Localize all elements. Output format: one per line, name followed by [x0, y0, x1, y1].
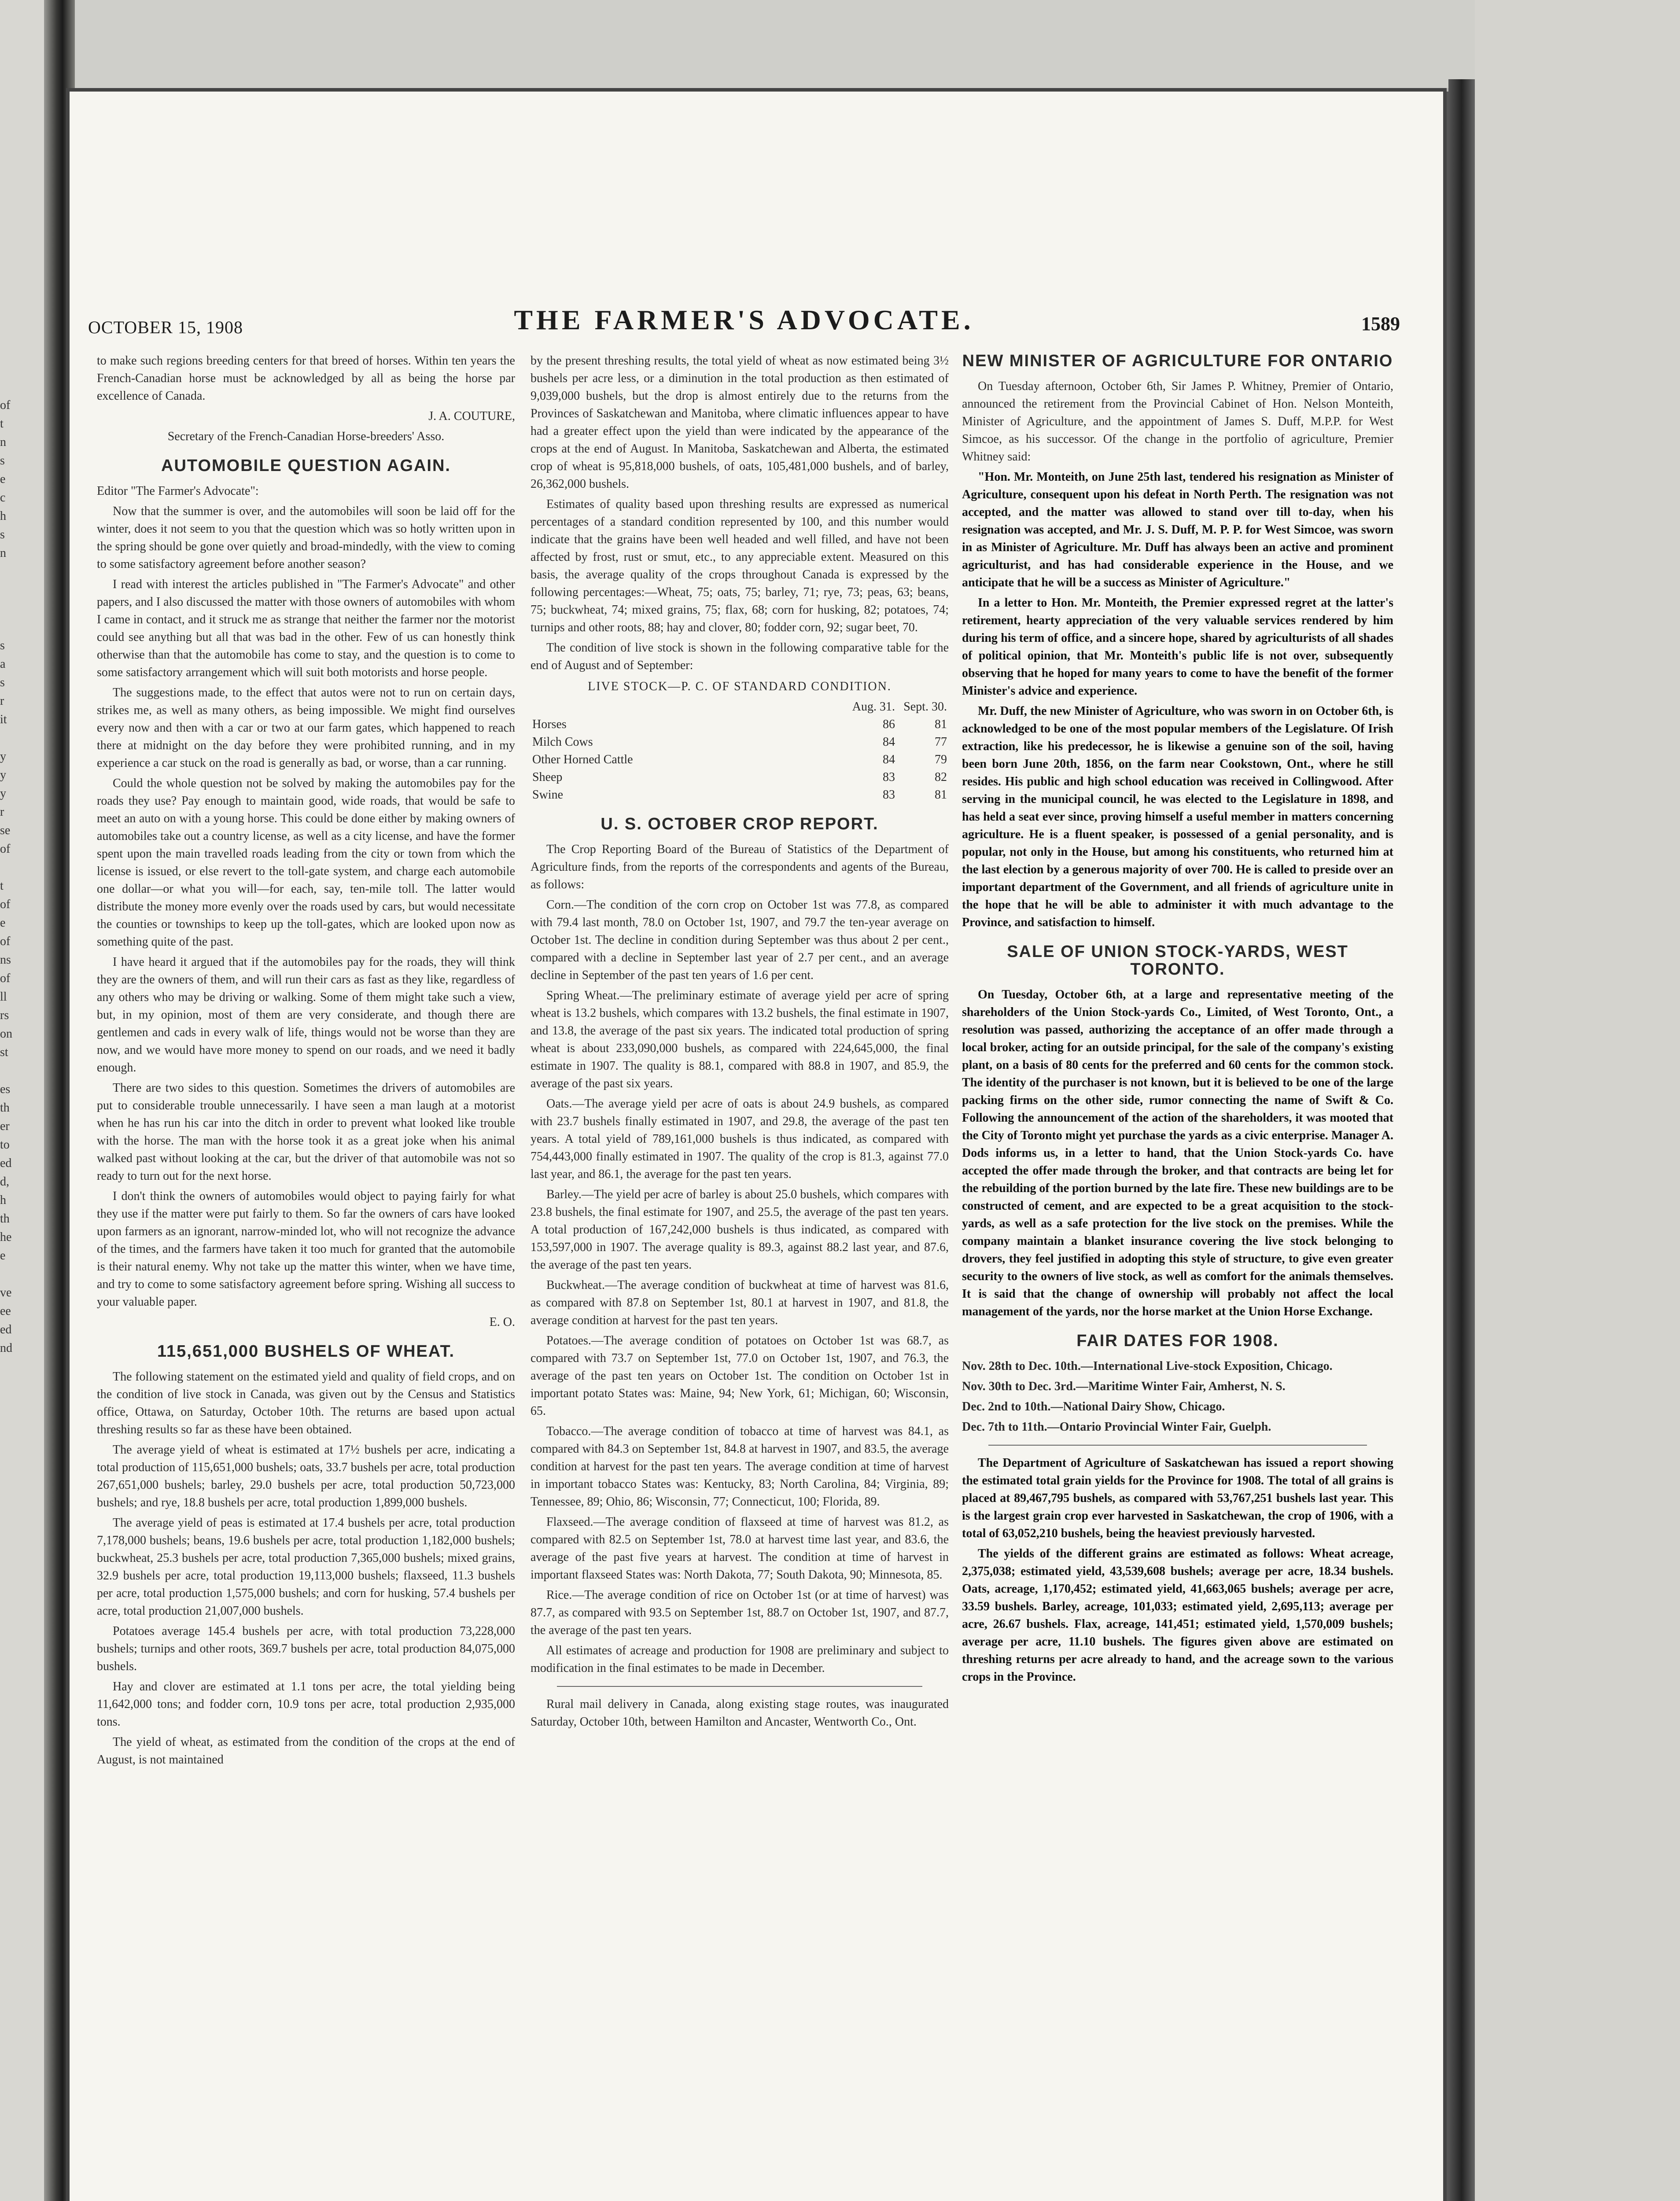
fragment-line: nd [0, 1341, 12, 1355]
paragraph: On Tuesday afternoon, October 6th, Sir James P. Whitney, Premier of Ontario, announced the retirement from the Provincial Cabinet of Hon. Nelson Monteith, Minister of Agriculture, and the appointment of James S. Duff, M.P.P. for West Simcoe, as his successor. Of the change in the portfolio of agriculture, Premier Whitney said: [962, 379, 1393, 464]
fragment-line [0, 729, 42, 747]
fragment-line: r [0, 805, 4, 819]
column-1 [97, 352, 515, 1771]
fragment-line: ns [0, 953, 11, 967]
paragraph: I have heard it argued that if the automobiles pay for the roads, they will think they are the owners of them, and will run their cars as fast as they like, regardless of any others who may be driving or walking. Some of them might take such a view, but, in my opinion, most of them are very considerate, and though there are gentlemen and cads in every walk of life, things would not be worse than they are now, and we would have more money to spend on our roads, and we need it badly enough. [97, 955, 515, 1075]
paragraph: Could the whole question not be solved by making the automobiles pay for the roads they use? Pay enough to maintain good, wide roads, that would be safe to meet an auto on with a young horse. This could be done either by making owners of automobiles take out a country license, as well as a city license, and have the former spent upon the main travelled roads leading from the city or town from which the license is issued, or else revert to the toll-gate system, and charge each automobile one dollar—or what you will—for each, say, ten-mile toll. The latter would distribute the money more evenly over the roads used by cars, but would necessitate the counties or townships to keep up the toll-gates, which are looked upon now as something quite of the past. [97, 777, 515, 949]
table-row [531, 733, 949, 751]
fragment-line: h [0, 509, 6, 523]
fragment-line: it [0, 713, 7, 726]
paragraph: Oats.—The average yield per acre of oats is about 24.9 bushels, as compared with 23.7 bushels finally estimated in 1907, and 29.8, the average of the past ten years. A total yield of 789,161,000 bushels is thus indicated, as compared with 754,443,000 finally estimated in 1907. The quality of the crop is 81.3, against 77.0 last year, and 86.1, the average for the past ten years. [531, 1097, 949, 1181]
paragraph: Estimates of quality based upon threshing results are expressed as numerical percentages of a standard condition represented by 100, and this number would indicate that the grains have been well headed and well filled, and have not been affected by frost, rust or smut, etc., to any appreciable extent. Measured on this basis, the average quality of the crops throughout Canada is expressed by the following percentages:—Wheat, 75; oats, 75; barley, 71; rye, 73; peas, 63; beans, 75; buckwheat, 74; mixed grains, 75; flax, 68; corn for husking, 82; potatoes, 74; turnips and other roots, 88; hay and clover, 80; fodder corn, 92; sugar beet, 70. [531, 497, 949, 634]
table-cell: 81 [935, 788, 947, 802]
masthead-title: THE FARMER'S ADVOCATE. [514, 304, 974, 335]
table-cell: Milch Cows [532, 735, 593, 749]
table-cell: 77 [935, 735, 947, 749]
list-item: Dec. 7th to 11th.—Ontario Provincial Winter Fair, Guelph. [962, 1420, 1271, 1434]
paragraph: All estimates of acreage and production for 1908 are preliminary and subject to modification in the final estimates to be made in December. [531, 1644, 949, 1675]
paragraph: The suggestions made, to the effect that autos were not to run on certain days, strikes me, as well as many others, as being impossible. We might find ourselves every now and then with a car or two at our farm gates, which happened to reach there at midnight on the day before they were prohibited running, and in my experience a car stuck on the road is generally as bad, or worse, than a car running. [97, 686, 515, 770]
column-2 [531, 352, 949, 1734]
paragraph: to make such regions breeding centers for that breed of horses. Within ten years the French-Canadian horse must be acknowledged by all as being the horse par excellence of Canada. [97, 354, 515, 403]
fragment-line: st [0, 1045, 8, 1059]
fragment-line: of [0, 972, 11, 985]
fragment-line [0, 1265, 42, 1284]
paragraph: There are two sides to this question. Sometimes the drivers of automobiles are put to considerable trouble unnecessarily. I have seen a man laugh at a motorist when he has run his car into the ditch in order to prevent what looked like trouble with the horse. The man with the horse took it as a great joke when his animal walked past without looking at the car, but the driver of that automobile was not so ready to turn out for the next horse. [97, 1081, 515, 1183]
fragment-line: of [0, 398, 11, 412]
fragment-line: th [0, 1212, 10, 1226]
table-cell: 82 [935, 770, 947, 784]
table-row [531, 751, 949, 769]
fragment-line: e [0, 472, 6, 486]
table-row [531, 786, 949, 804]
paragraph: The average yield of wheat is estimated at 17½ bushels per acre, indicating a total production of 115,651,000 bushels; oats, 33.7 bushels per acre, total production 267,651,000 bushels; barley, 29.0 bushels per acre, total production 50,723,000 bushels; and rye, 18.8 bushels per acre, total production 1,899,000 bushels. [97, 1443, 515, 1509]
fragment-line: t [0, 417, 4, 431]
paragraph: The average yield of peas is estimated at 17.4 bushels per acre, total production 7,178,000 bushels; beans, 19.6 bushels per acre, total production 1,182,000 bushels; buckwheat, 25.3 bushels per acre, total production 7,365,000 bushels; mixed grains, 32.9 bushels per acre, total production 19,113,000 bushels; flaxseed, 11.3 bushels per acre, total production 1,575,000 bushels; and corn for husking, 57.4 bushels per acre, total production 21,007,000 bushels. [97, 1516, 515, 1618]
fragment-line: e [0, 1249, 6, 1262]
divider [557, 1686, 922, 1687]
scan-background-top [0, 0, 1680, 88]
fragment-line: ee [0, 1304, 11, 1318]
paragraph: Flaxseed.—The average condition of flaxseed at time of harvest was 81.2, as compared with 82.5 on September 1st, 78.0 at harvest time last year, and 83.6, the average of the past five years at harvest. The condition at time of harvest in important flaxseed States was: North Dakota, 77; South Dakota, 90; Minnesota, 85. [531, 1515, 949, 1582]
fragment-line: he [0, 1230, 12, 1244]
fragment-line: es [0, 1082, 11, 1096]
article-heading-automobile: AUTOMOBILE QUESTION AGAIN. [161, 456, 451, 475]
fragment-line: se [0, 824, 11, 837]
fragment-line: ed [0, 1156, 12, 1170]
intro-article [97, 352, 515, 445]
signature: J. A. COUTURE, [428, 409, 515, 423]
column-3 [962, 352, 1393, 1689]
table-cell: 86 [883, 718, 895, 731]
table-header-row [531, 698, 949, 716]
fragment-line: er [0, 1119, 10, 1133]
article-heading-stockyards: SALE OF UNION STOCK-YARDS, WEST TORONTO. [1007, 942, 1348, 979]
fragment-line: n [0, 435, 6, 449]
fragment-line: a [0, 657, 6, 671]
fragment-line [0, 563, 42, 581]
fragment-line: s [0, 639, 5, 652]
paragraph: The Crop Reporting Board of the Bureau of Statistics of the Department of Agriculture finds, from the reports of the correspondents and agents of the Bureau, as follows: [531, 843, 949, 891]
page-edge-shadow [1448, 79, 1475, 2201]
paragraph: Barley.—The yield per acre of barley is about 25.0 bushels, which compares with 23.8 bushels, the final estimate for 1907, and 25.5, the average of the past ten years. A total production of 167,242,000 bushels is thus indicated, as compared with 153,597,000 in 1907. The average quality is 89.3, against 88.2 last year, and 87.6, the average of the past ten years. [531, 1188, 949, 1272]
signature-title: Secretary of the French-Canadian Horse-breeders' Asso. [167, 430, 445, 443]
article-heading-wheat: 115,651,000 BUSHELS OF WHEAT. [157, 1342, 455, 1361]
table-header-cell: Aug. 31. [852, 700, 895, 714]
salutation: Editor "The Farmer's Advocate": [97, 484, 259, 498]
paragraph: Buckwheat.—The average condition of buckwheat at time of harvest was 81.6, as compared with 87.8 on September 1st, 80.1 at harvest in 1907, and 81.8, the average condition at harvest for the past ten years. [531, 1278, 949, 1327]
fragment-line [0, 618, 42, 637]
article-heading-minister: NEW MINISTER OF AGRICULTURE FOR ONTARIO [962, 352, 1393, 370]
table-cell: Swine [532, 788, 563, 802]
fragment-line: s [0, 676, 5, 689]
paragraph: I read with interest the articles published in "The Farmer's Advocate" and other papers, and I also discussed the matter with those owners of automobiles with whom I came in contact, and it struck me as strange that neither the farmer nor the motorist could see anything but all that was bad in the other. Few of us can honestly think otherwise than that the automobile has come to stay, and the question is to come to some satisfactory arrangement which will suit both motorists and horse people. [97, 578, 515, 679]
article-heading-fair-dates: FAIR DATES FOR 1908. [1076, 1332, 1279, 1350]
list-item: Nov. 30th to Dec. 3rd.—Maritime Winter Fair, Amherst, N. S. [962, 1380, 1286, 1393]
fragment-line: c [0, 491, 6, 504]
article-heading-us-crop: U. S. OCTOBER CROP REPORT. [601, 815, 879, 833]
page-header [88, 299, 1400, 348]
fragment-line: ed [0, 1323, 12, 1336]
paragraph: Potatoes average 145.4 bushels per acre, with total production 73,228,000 bushels; turnips and other roots, 369.7 bushels per acre, total production 84,075,000 bushels. [97, 1624, 515, 1673]
table-cell: Sheep [532, 770, 563, 784]
fragment-line [0, 600, 42, 618]
livestock-table-title: LIVE STOCK—P. C. OF STANDARD CONDITION. [588, 680, 892, 693]
paragraph: The condition of live stock is shown in the following comparative table for the end of August and of September: [531, 641, 949, 672]
table-header-cell [531, 698, 845, 716]
issue-date: OCTOBER 15, 1908 [88, 317, 243, 337]
table-cell: 81 [935, 718, 947, 731]
fragment-line: y [0, 750, 6, 763]
page-number: 1589 [1361, 313, 1400, 335]
table-cell: 79 [935, 753, 947, 766]
fragment-line: th [0, 1101, 10, 1115]
paragraph: I don't think the owners of automobiles would object to paying fairly for what they use if the matter were put fairly to them. So far the owners of cars have looked upon farmers as an ignorant, narrow-minded lot, who will not recognize the advance of the times, and the farmers have taken it too much for granted that the automobile is their natural enemy. Why not take up the matter this winter, when we have time, and try to come to some satisfactory agreement before spring. Wishing all success to your valuable paper. [97, 1189, 515, 1309]
fragment-line: e [0, 916, 6, 930]
fragment-line: s [0, 454, 5, 467]
fragment-line: on [0, 1027, 12, 1041]
fragment-line [0, 858, 42, 877]
fragment-line: ll [0, 990, 7, 1004]
fragment-line: rs [0, 1008, 9, 1022]
paragraph: Spring Wheat.—The preliminary estimate of average yield per acre of spring wheat is 13.2 bushels, which compares with 13.2 bushels, the final estimate in 1907, and 13.8, the average of the past six years. The indicated total production of spring wheat is about 233,090,000 bushels, as compared with 224,645,000, the final estimate in 1907. The quality is 88.1, compared with 88.8 in 1907, and 85.9, the average of the past six years. [531, 989, 949, 1090]
fragment-line: n [0, 546, 6, 560]
list-item: Dec. 2nd to 10th.—National Dairy Show, Chicago. [962, 1400, 1225, 1413]
fragment-line: to [0, 1138, 10, 1152]
previous-page-fragment [0, 396, 42, 1805]
livestock-table [531, 698, 949, 804]
fragment-line [0, 1062, 42, 1080]
paragraph: Hay and clover are estimated at 1.1 tons per acre, the total yielding being 11,642,000 tons; and fodder corn, 10.9 tons per acre, total production 2,935,000 tons. [97, 1680, 515, 1729]
fragment-line: t [0, 879, 4, 893]
fragment-line: y [0, 787, 6, 800]
fair-dates-list [962, 1358, 1393, 1436]
paragraph: "Hon. Mr. Monteith, on June 25th last, tendered his resignation as Minister of Agriculture, consequent upon his defeat in North Perth. The resignation was not accepted, and the matter was allowed to stand over till to-day, when his resignation was accepted, and Mr. J. S. Duff, M. P. P. for West Simcoe, was sworn in as Minister of Agriculture. Mr. Duff has always been an active and prominent agriculturist, and has had considerable experience in the House, and we anticipate that he will be a success as Minister of Agriculture." [962, 470, 1393, 589]
table-header-cell: Sept. 30. [903, 700, 947, 714]
fragment-line: of [0, 842, 11, 856]
table-cell: Other Horned Cattle [532, 753, 633, 766]
paragraph: The Department of Agriculture of Saskatchewan has issued a report showing the estimated total grain yields for the Province for 1908. The total of all grains is placed at 89,467,795 bushels, as compared with 53,767,251 bushels last year. This is the largest grain crop ever harvested in Saskatchewan, the crop of 1906, with a total of 63,052,210 bushels, being the heaviest previously harvested. [962, 1456, 1393, 1540]
table-cell: 83 [883, 770, 895, 784]
fragment-line: s [0, 528, 5, 541]
paragraph: The following statement on the estimated yield and quality of field crops, and on the condition of live stock in Canada, was given out by the Census and Statistics office, Ottawa, on Saturday, October 10th. The returns are based upon actual threshing results so far as these have been obtained. [97, 1370, 515, 1436]
fragment-line: h [0, 1193, 6, 1207]
fragment-line [0, 581, 42, 600]
paragraph: Potatoes.—The average condition of potatoes on October 1st was 68.7, as compared with 73.7 on September 1st, 77.0 on October 1st, 1907, and 76.3, the average of the past ten years on October 1st. The condition on October 1st in important potato States was: Maine, 94; New York, 61; Michigan, 60; Wisconsin, 65. [531, 1334, 949, 1418]
paragraph: The yields of the different grains are estimated as follows: Wheat acreage, 2,375,038; estimated yield, 43,539,608 bushels; average per acre, 18.34 bushels. Oats, acreage, 1,170,452; estimated yield, 41,663,065 bushels; average per acre, 33.59 bushels. Barley, acreage, 101,033; estimated yield, 2,695,113; average per acre, 26.67 bushels. Flax, acreage, 141,451; estimated yield, 1,570,009 bushels; average per acre, 11.10 bushels. The figures given above are estimated on threshing returns per acre already to hand, and the acreage sown to the various crops in the Province. [962, 1547, 1393, 1684]
scan-background-right [1475, 0, 1680, 2201]
table-row [531, 769, 949, 786]
list-item: Nov. 28th to Dec. 10th.—International Live-stock Exposition, Chicago. [962, 1359, 1333, 1373]
table-row [531, 716, 949, 733]
paragraph: Rice.—The average condition of rice on October 1st (or at time of harvest) was 87.7, as compared with 93.5 on September 1st, 88.7 on October 1st, 1907, and 87.7, the average of the past ten years. [531, 1588, 949, 1637]
paragraph: Corn.—The condition of the corn crop on October 1st was 77.8, as compared with 79.4 last month, 78.0 on October 1st, 1907, and 79.7 the ten-year average on October 1st. The decline in condition during September was thus about 2 per cent., compared with a decline in September last year of 2.7 per cent., and an average decline in September of the past ten years of 1.6 per cent. [531, 898, 949, 982]
paragraph: by the present threshing results, the total yield of wheat as now estimated being 3½ bushels per acre less, or a diminution in the total production as then estimated of 9,039,000 bushels, but the drop is almost entirely due to the returns from the Provinces of Saskatchewan and Manitoba, where climatic influences appear to have had a greater effect upon the yield than were indicated by the appearance of the crops at the end of August. In Manitoba, Saskatchewan and Alberta, the estimated crop of wheat is 95,818,000 bushels, of oats, 105,481,000 bushels, and of barley, 26,362,000 bushels. [531, 354, 949, 491]
paragraph: The yield of wheat, as estimated from the condition of the crops at the end of August, is not maintained [97, 1735, 515, 1767]
table-cell: 84 [883, 735, 895, 749]
table-cell: 84 [883, 753, 895, 766]
fragment-line: r [0, 694, 4, 708]
fragment-line: of [0, 898, 11, 911]
fragment-line: ve [0, 1286, 12, 1299]
table-cell: Horses [532, 718, 567, 731]
fragment-line: of [0, 935, 11, 948]
table-cell: 83 [883, 788, 895, 802]
paragraph: Tobacco.—The average condition of tobacco at time of harvest was 84.1, as compared with 84.3 on September 1st, 84.8 at harvest in 1907, and 83.5, the average condition at harvest for the past ten years. The average condition at time of harvest in important tobacco States was: Kentucky, 83; North Carolina, 84; Virginia, 89; Tennessee, 89; Ohio, 86; Wisconsin, 77; Connecticut, 100; Florida, 89. [531, 1424, 949, 1509]
paragraph: Rural mail delivery in Canada, along existing stage routes, was inaugurated Saturday, October 10th, between Hamilton and Ancaster, Wentworth Co., Ont. [531, 1697, 949, 1729]
paragraph: In a letter to Hon. Mr. Monteith, the Premier expressed regret at the latter's retirement, hearty appreciation of the very valuable services rendered by him during his term of office, and a sincere hope, shared by agriculturists of all shades of political opinion, that Mr. Monteith's public life is not over, subsequently observing that he hoped for many years to come to have the benefit of the former Minister's advice and experience. [962, 596, 1393, 698]
paragraph: On Tuesday, October 6th, at a large and representative meeting of the shareholders of the Union Stock-yards Co., Limited, of West Toronto, Ont., a resolution was passed, authorizing the acceptance of an offer made through a local broker, acting for an outside principal, for the sale of the company's existing plant, on a basis of 80 cents for the preferred and 60 cents for the common stock. The identity of the purchaser is not known, but it is believed to be one of the large packing firms on the other side, rumor connecting the name of Swift & Co. Following the announcement of the action of the shareholders, it was mooted that the City of Toronto might yet purchase the yards as a civic enterprise. Manager A. Dods informs us, in a letter to hand, that the Union Stock-yards Co. have accepted the offer made through the broker, and that contracts are being let for the rebuilding of the portion burned by the late fire. These new buildings are to be constructed of cement, and are expected to be a great acquisition to the stock-yards, as well as a safe protection for the live stock on the premises. While the company maintain a blanket insurance covering the live stock belonging to drovers, they feel justified in adopting this style of structure, to give even greater security to the owners of live stock, as well as comfort for the animals themselves. It is said that the change of ownership will probably not affect the local management of the yards, nor the horse market at the Union Horse Exchange. [962, 988, 1393, 1318]
paragraph: Mr. Duff, the new Minister of Agriculture, who was sworn in on October 6th, is acknowledged to be one of the most popular members of the Legislature. Of Irish extraction, like his predecessor, he is likewise a genuine son of the soil, having been born June 20th, 1856, on the farm near Cookstown, Ont., where he still resides. His public and high school education was received in Collingwood. After serving in the municipal council, he was elected to the Legislature in 1898, and has held a seat ever since, proving himself a useful member in matters concerning agriculture. He is a fluent speaker, is possessed of a genial personality, and is popular, not only in the House, but among his constituents, who returned him at the last election by a generous majority of over 700. He is called to preside over an important department of the Government, and all friends of agriculture unite in the hope that he will be able to administer it with much advantage to the Province, and satisfaction to himself. [962, 704, 1393, 929]
divider [988, 1445, 1367, 1446]
fragment-line: d, [0, 1175, 9, 1189]
signature: E. O. [489, 1315, 515, 1329]
fragment-line: y [0, 768, 6, 782]
paragraph: Now that the summer is over, and the automobiles will soon be laid off for the winter, does it not seem to you that the question which was so hotly written upon in the spring should be gone over quietly and broad-mindedly, with the view to coming to some satisfactory agreement before another season? [97, 504, 515, 571]
